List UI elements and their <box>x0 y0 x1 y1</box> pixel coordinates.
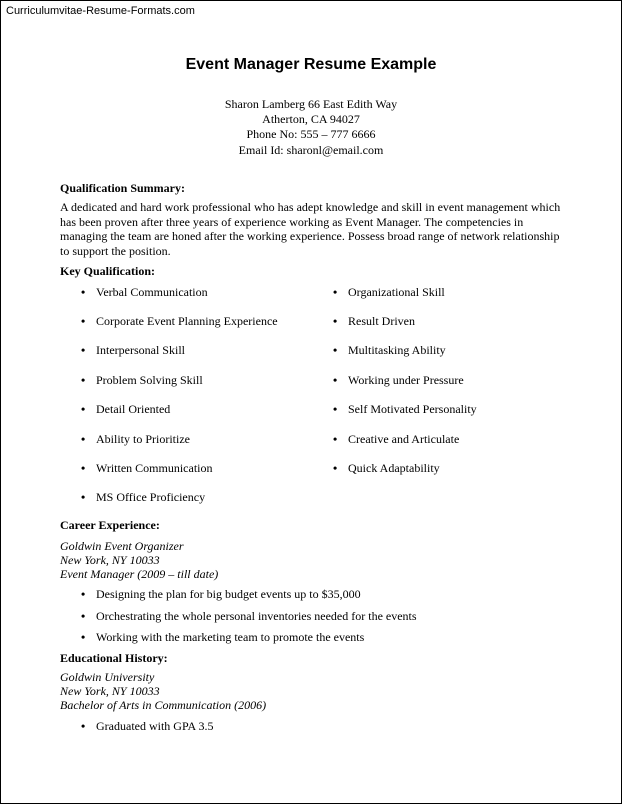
list-item <box>81 719 214 734</box>
list-item <box>81 343 185 358</box>
contact-email: Email Id: sharonl@email.com <box>238 142 384 157</box>
document-title: Event Manager Resume Example <box>185 56 437 73</box>
list-item <box>81 461 213 476</box>
list-item-text: Detail Oriented <box>96 402 171 416</box>
bullet-icon: • <box>81 609 86 623</box>
bullet-icon: • <box>81 314 86 328</box>
source-label: Curriculumvitae-Resume-Formats.com <box>6 5 195 17</box>
list-item <box>81 630 365 645</box>
list-item-text: MS Office Proficiency <box>96 490 206 504</box>
bullet-icon: • <box>81 373 86 387</box>
list-item <box>81 432 190 447</box>
bullet-icon: • <box>81 630 86 644</box>
bullet-icon: • <box>81 490 86 504</box>
list-item <box>81 587 361 602</box>
list-item-text: Working with the marketing team to promote the events <box>96 630 365 644</box>
list-item <box>333 402 477 417</box>
list-item <box>333 432 460 447</box>
education-degree: Bachelor of Arts in Communication (2006) <box>60 698 267 712</box>
list-item-text: Interpersonal Skill <box>96 343 185 357</box>
career-experience-heading: Career Experience: <box>60 518 160 532</box>
list-item-text: Working under Pressure <box>348 373 464 387</box>
education-school: Goldwin University <box>60 670 155 684</box>
educational-history-heading: Educational History: <box>60 651 168 665</box>
bullet-icon: • <box>333 343 338 357</box>
list-item <box>333 461 440 476</box>
list-item-text: Written Communication <box>96 461 213 475</box>
bullet-icon: • <box>333 285 338 299</box>
bullet-icon: • <box>81 461 86 475</box>
list-item-text: Orchestrating the whole personal inventories needed for the events <box>96 609 417 623</box>
list-item-text: Corporate Event Planning Experience <box>96 314 278 328</box>
contact-phone: Phone No: 555 – 777 6666 <box>246 127 376 142</box>
contact-city: Atherton, CA 94027 <box>262 112 360 127</box>
list-item <box>81 402 171 417</box>
list-item <box>81 609 417 624</box>
career-role: Event Manager (2009 – till date) <box>60 567 219 581</box>
list-item-text: Designing the plan for big budget events up to $35,000 <box>96 587 361 601</box>
key-qualification-heading: Key Qualification: <box>60 264 155 278</box>
list-item <box>333 285 445 300</box>
list-item-text: Multitasking Ability <box>348 343 446 357</box>
bullet-icon: • <box>81 343 86 357</box>
bullet-icon: • <box>81 719 86 733</box>
list-item <box>333 373 464 388</box>
list-item-text: Quick Adaptability <box>348 461 440 475</box>
list-item-text: Self Motivated Personality <box>348 402 477 416</box>
list-item-text: Graduated with GPA 3.5 <box>96 719 214 733</box>
list-item <box>81 373 203 388</box>
qualification-summary-text: A dedicated and hard work professional who has adept knowledge and skill in event management which has been proven after three years of experience working as Event Manager. The competencies in managing the team are honed after the working experience. Possess broad range of network relationship to support the position. <box>60 200 561 258</box>
bullet-icon: • <box>333 402 338 416</box>
list-item-text: Organizational Skill <box>348 285 445 299</box>
career-location: New York, NY 10033 <box>60 553 160 567</box>
list-item-text: Result Driven <box>348 314 415 328</box>
list-item-text: Problem Solving Skill <box>96 373 203 387</box>
bullet-icon: • <box>81 402 86 416</box>
bullet-icon: • <box>333 373 338 387</box>
list-item <box>81 490 206 505</box>
contact-block <box>1 97 621 158</box>
bullet-icon: • <box>81 432 86 446</box>
career-company: Goldwin Event Organizer <box>60 539 184 553</box>
list-item <box>81 314 278 329</box>
list-item <box>333 343 446 358</box>
list-item-text: Creative and Articulate <box>348 432 460 446</box>
education-location: New York, NY 10033 <box>60 684 160 698</box>
list-item-text: Ability to Prioritize <box>96 432 190 446</box>
list-item <box>81 285 208 300</box>
contact-name-address: Sharon Lamberg 66 East Edith Way <box>224 97 398 111</box>
list-item-text: Verbal Communication <box>96 285 208 299</box>
bullet-icon: • <box>81 587 86 601</box>
qualification-summary-heading: Qualification Summary: <box>60 181 185 195</box>
bullet-icon: • <box>333 461 338 475</box>
bullet-icon: • <box>333 432 338 446</box>
list-item <box>333 314 415 329</box>
bullet-icon: • <box>333 314 338 328</box>
bullet-icon: • <box>81 285 86 299</box>
